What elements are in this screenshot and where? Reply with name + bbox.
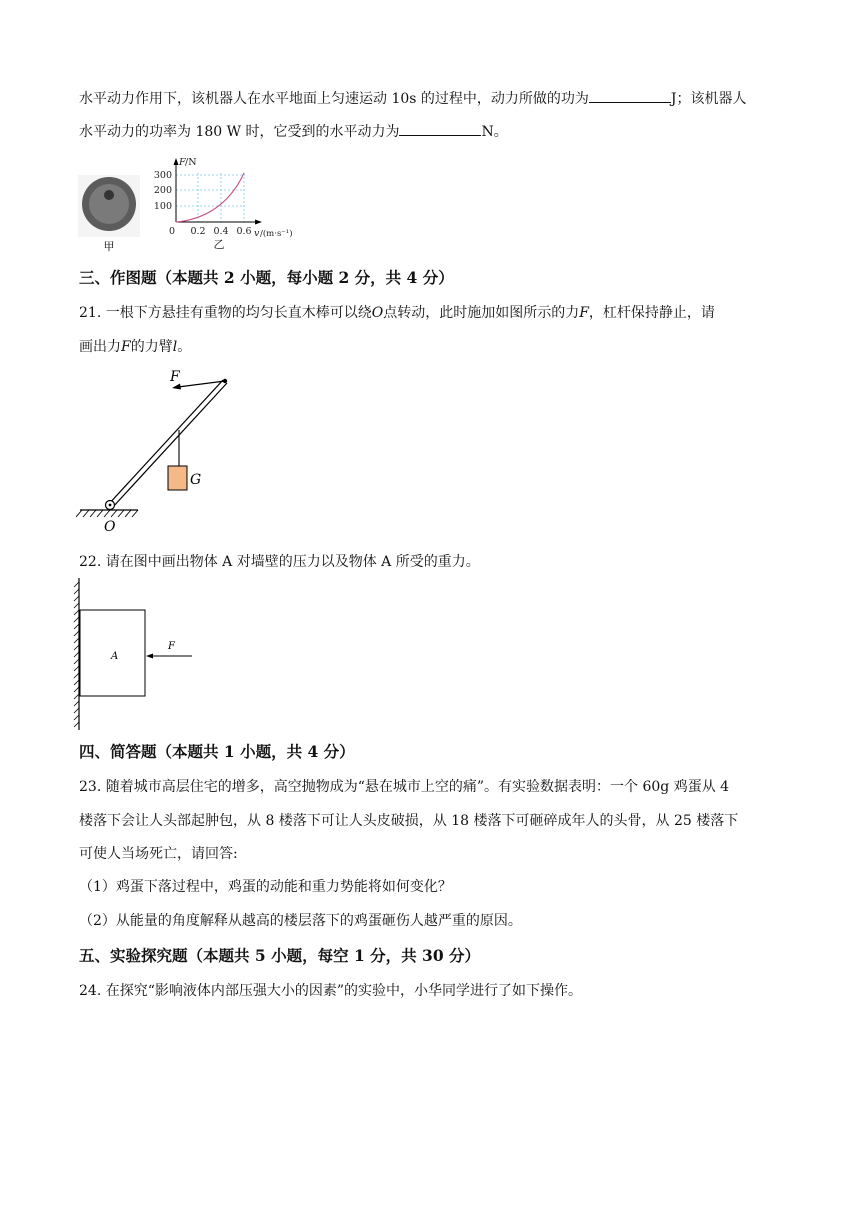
q21-symbol-f-2: F [121, 339, 131, 355]
y-tick-100: 100 [153, 201, 172, 212]
graph-grid [176, 173, 245, 222]
figure-label-jia: 甲 [103, 240, 115, 253]
q20-text-line-2 [79, 121, 508, 141]
fv-curve [176, 173, 244, 222]
section-3-heading: 三、作图题（本题共 2 小题，每小题 2 分，共 4 分） [79, 268, 454, 287]
x-tick-0-2: 0.2 [190, 226, 206, 237]
q20-line2-part-b: N。 [481, 124, 508, 140]
q21-line2-part-a: 画出力 [79, 339, 121, 355]
q23-sub-question-1: （1）鸡蛋下落过程中，鸡蛋的动能和重力势能将如何变化？ [79, 879, 452, 895]
q20-fv-graph [150, 156, 300, 252]
q23-text-line-3: 可使人当场死亡，请回答: [79, 846, 238, 862]
y-tick-300: 300 [153, 170, 172, 181]
graph-x-label-v: v [254, 228, 260, 239]
lever-rod-edge-1 [107, 380, 223, 506]
section-5-heading: 五、实验探究题（本题共 5 小题，每空 1 分，共 30 分） [79, 946, 481, 965]
lever-label-o: O [104, 519, 116, 535]
graph-origin-label: 0 [168, 226, 176, 237]
y-tick-200: 200 [153, 185, 172, 196]
q22-text: 22. 请在图中画出物体 A 对墙壁的压力以及物体 A 所受的重力。 [79, 554, 480, 570]
y-axis-arrow-icon [174, 158, 179, 165]
ground-hatching [76, 510, 138, 517]
figure-label-yi: 乙 [213, 238, 225, 251]
q23-text-line-1: 23. 随着城市高层住宅的增多，高空抛物成为“悬在城市上空的痛”。有实验数据表明：一个 60g 鸡蛋从 4 [79, 779, 730, 795]
robot-sensor [104, 190, 114, 200]
x-axis-arrow-icon [255, 220, 262, 225]
x-tick-0-4: 0.4 [213, 226, 229, 237]
q21-line2-part-b: 的力臂 [130, 339, 173, 355]
weight-block-g [168, 466, 187, 490]
lever-label-f: F [170, 369, 180, 385]
x-tick-0-6: 0.6 [236, 226, 252, 237]
push-force-label-f: F [168, 641, 175, 652]
graph-x-label-unit: /(m·s⁻¹) [260, 229, 293, 239]
graph-y-label-f: F [179, 157, 186, 168]
graph-y-label-unit: /N [185, 157, 197, 168]
q21-symbol-f: F [579, 305, 589, 321]
section-4-heading: 四、简答题（本题共 1 小题，共 4 分） [79, 742, 355, 761]
q21-text-line-2 [79, 336, 191, 356]
q20-work-answer-blank[interactable] [589, 90, 671, 103]
lever-label-g: G [190, 472, 202, 488]
q21-text-line-1 [79, 302, 715, 322]
pivot-center [109, 504, 112, 507]
q21-line1-part-b: 点转动，此时施加如图所示的力 [383, 305, 580, 321]
q21-line1-part-a: 21. 一根下方悬挂有重物的均匀长直木棒可以绕 [79, 305, 372, 321]
q23-sub-question-2: （2）从能量的角度解释从越高的楼层落下的鸡蛋砸伤人越严重的原因。 [79, 913, 522, 929]
push-force-arrowhead-icon [146, 654, 153, 659]
q24-text: 24. 在探究“影响液体内部压强大小的因素”的实验中，小华同学进行了如下操作。 [79, 983, 583, 999]
q20-force-answer-blank[interactable] [399, 123, 481, 136]
q20-line1-part-a: 水平动力作用下，该机器人在水平地面上匀速运动 10s 的过程中，动力所做的功为 [79, 91, 589, 107]
wall-hatching [74, 582, 79, 727]
q21-line2-part-c: 。 [177, 339, 192, 355]
q20-line1-part-b: J；该机器人 [670, 91, 747, 107]
q23-text-line-2: 楼落下会让人头部起肿包，从 8 楼落下可让人头皮破损，从 18 楼落下可砸碎成年人的头骨，从 25 楼落下 [79, 813, 739, 829]
block-label-a: A [111, 651, 119, 662]
q21-lever-figure [76, 362, 246, 537]
q20-line2-part-a: 水平动力的功率为 180 W 时，它受到的水平动力为 [79, 124, 400, 140]
q21-symbol-o: O [371, 305, 384, 321]
q22-wall-figure [72, 578, 202, 733]
q20-robot-figure [78, 175, 142, 255]
q21-symbol-l: l [172, 339, 178, 355]
q20-text-line-1 [79, 88, 747, 108]
q21-line1-part-c: ，杠杆保持静止，请 [588, 305, 715, 321]
